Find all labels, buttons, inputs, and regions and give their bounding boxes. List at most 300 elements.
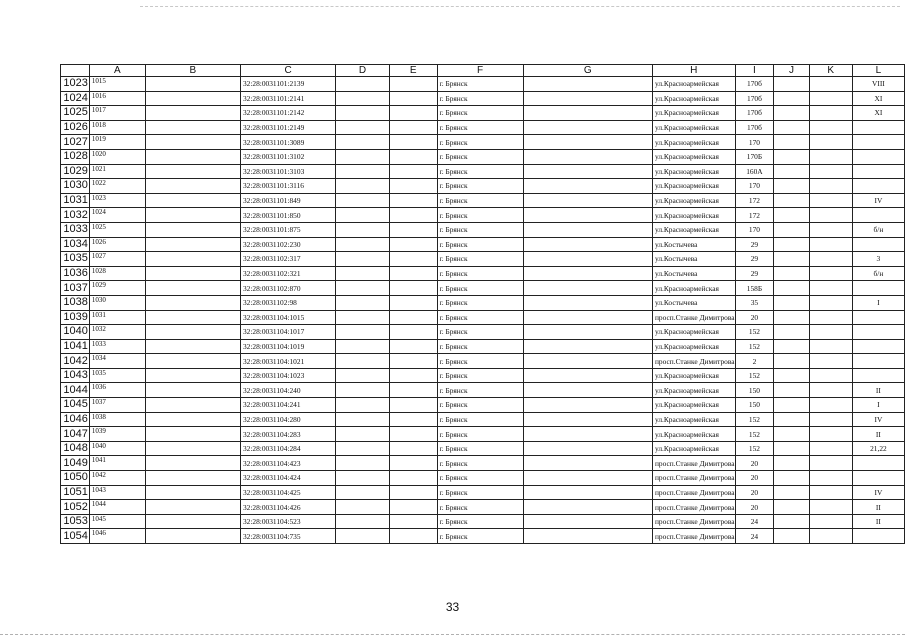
cell-h[interactable]: ул.Красноармейская xyxy=(652,222,735,237)
cell-a[interactable]: 1045 xyxy=(89,514,145,529)
cell-k[interactable] xyxy=(809,106,852,121)
cell-d[interactable] xyxy=(336,208,390,223)
cell-c[interactable]: 32:28:0031101:2139 xyxy=(240,77,335,92)
cell-a[interactable]: 1044 xyxy=(89,500,145,515)
cell-h[interactable]: просп.Станке Димитрова xyxy=(652,500,735,515)
cell-f[interactable]: г. Брянск xyxy=(437,471,523,486)
cell-g[interactable] xyxy=(523,368,652,383)
row-number[interactable]: 1033 xyxy=(61,222,90,237)
cell-j[interactable] xyxy=(774,456,809,471)
column-header-h[interactable]: H xyxy=(652,65,735,77)
cell-k[interactable] xyxy=(809,500,852,515)
cell-l[interactable]: II xyxy=(852,383,904,398)
cell-i[interactable]: 170 xyxy=(735,179,774,194)
cell-a[interactable]: 1032 xyxy=(89,325,145,340)
cell-g[interactable] xyxy=(523,398,652,413)
cell-i[interactable]: 172 xyxy=(735,208,774,223)
cell-d[interactable] xyxy=(336,427,390,442)
cell-c[interactable]: 32:28:0031101:3089 xyxy=(240,135,335,150)
cell-k[interactable] xyxy=(809,456,852,471)
cell-c[interactable]: 32:28:0031102:317 xyxy=(240,252,335,267)
column-header-l[interactable]: L xyxy=(852,65,904,77)
cell-g[interactable] xyxy=(523,237,652,252)
cell-h[interactable]: просп.Станке Димитрова xyxy=(652,310,735,325)
cell-b[interactable] xyxy=(145,398,240,413)
cell-h[interactable]: ул.Костычева xyxy=(652,266,735,281)
cell-l[interactable] xyxy=(852,149,904,164)
cell-c[interactable]: 32:28:0031101:2141 xyxy=(240,91,335,106)
cell-c[interactable]: 32:28:0031104:1021 xyxy=(240,354,335,369)
cell-j[interactable] xyxy=(774,135,809,150)
cell-k[interactable] xyxy=(809,77,852,92)
cell-e[interactable] xyxy=(389,237,437,252)
cell-a[interactable]: 1023 xyxy=(89,193,145,208)
cell-c[interactable]: 32:28:0031101:2149 xyxy=(240,120,335,135)
cell-a[interactable]: 1022 xyxy=(89,179,145,194)
cell-a[interactable]: 1034 xyxy=(89,354,145,369)
cell-b[interactable] xyxy=(145,266,240,281)
cell-i[interactable]: 170 xyxy=(735,135,774,150)
cell-f[interactable]: г. Брянск xyxy=(437,106,523,121)
cell-i[interactable]: 152 xyxy=(735,325,774,340)
cell-e[interactable] xyxy=(389,398,437,413)
cell-l[interactable]: IV xyxy=(852,412,904,427)
cell-j[interactable] xyxy=(774,514,809,529)
cell-f[interactable]: г. Брянск xyxy=(437,427,523,442)
cell-l[interactable] xyxy=(852,135,904,150)
cell-l[interactable] xyxy=(852,237,904,252)
cell-i[interactable]: 20 xyxy=(735,471,774,486)
row-number[interactable]: 1051 xyxy=(61,485,90,500)
cell-c[interactable]: 32:28:0031101:850 xyxy=(240,208,335,223)
cell-c[interactable]: 32:28:0031104:1019 xyxy=(240,339,335,354)
cell-b[interactable] xyxy=(145,529,240,544)
cell-e[interactable] xyxy=(389,383,437,398)
cell-i[interactable]: 170б xyxy=(735,77,774,92)
cell-g[interactable] xyxy=(523,164,652,179)
cell-b[interactable] xyxy=(145,120,240,135)
cell-j[interactable] xyxy=(774,485,809,500)
cell-g[interactable] xyxy=(523,149,652,164)
cell-l[interactable]: б/н xyxy=(852,222,904,237)
cell-b[interactable] xyxy=(145,514,240,529)
cell-k[interactable] xyxy=(809,398,852,413)
cell-g[interactable] xyxy=(523,485,652,500)
cell-a[interactable]: 1025 xyxy=(89,222,145,237)
cell-c[interactable]: 32:28:0031101:3102 xyxy=(240,149,335,164)
cell-k[interactable] xyxy=(809,120,852,135)
cell-j[interactable] xyxy=(774,164,809,179)
cell-g[interactable] xyxy=(523,222,652,237)
cell-d[interactable] xyxy=(336,325,390,340)
cell-g[interactable] xyxy=(523,529,652,544)
cell-h[interactable]: просп.Станке Димитрова xyxy=(652,514,735,529)
cell-l[interactable]: XI xyxy=(852,91,904,106)
cell-g[interactable] xyxy=(523,91,652,106)
cell-f[interactable]: г. Брянск xyxy=(437,281,523,296)
cell-e[interactable] xyxy=(389,514,437,529)
cell-f[interactable]: г. Брянск xyxy=(437,354,523,369)
cell-j[interactable] xyxy=(774,252,809,267)
cell-b[interactable] xyxy=(145,91,240,106)
cell-j[interactable] xyxy=(774,179,809,194)
cell-a[interactable]: 1039 xyxy=(89,427,145,442)
cell-b[interactable] xyxy=(145,383,240,398)
cell-c[interactable]: 32:28:0031102:321 xyxy=(240,266,335,281)
cell-i[interactable]: 152 xyxy=(735,412,774,427)
cell-b[interactable] xyxy=(145,441,240,456)
cell-k[interactable] xyxy=(809,354,852,369)
cell-c[interactable]: 32:28:0031101:3116 xyxy=(240,179,335,194)
cell-a[interactable]: 1026 xyxy=(89,237,145,252)
cell-e[interactable] xyxy=(389,281,437,296)
cell-e[interactable] xyxy=(389,412,437,427)
cell-l[interactable] xyxy=(852,120,904,135)
cell-h[interactable]: ул.Красноармейская xyxy=(652,325,735,340)
cell-d[interactable] xyxy=(336,485,390,500)
cell-k[interactable] xyxy=(809,529,852,544)
cell-a[interactable]: 1037 xyxy=(89,398,145,413)
cell-e[interactable] xyxy=(389,149,437,164)
cell-b[interactable] xyxy=(145,485,240,500)
cell-f[interactable]: г. Брянск xyxy=(437,529,523,544)
cell-a[interactable]: 1030 xyxy=(89,295,145,310)
cell-i[interactable]: 29 xyxy=(735,266,774,281)
cell-k[interactable] xyxy=(809,427,852,442)
cell-b[interactable] xyxy=(145,252,240,267)
cell-a[interactable]: 1018 xyxy=(89,120,145,135)
cell-k[interactable] xyxy=(809,295,852,310)
cell-f[interactable]: г. Брянск xyxy=(437,120,523,135)
cell-h[interactable]: ул.Красноармейская xyxy=(652,120,735,135)
cell-j[interactable] xyxy=(774,106,809,121)
column-header-a[interactable]: A xyxy=(89,65,145,77)
cell-k[interactable] xyxy=(809,135,852,150)
cell-i[interactable]: 20 xyxy=(735,485,774,500)
cell-d[interactable] xyxy=(336,91,390,106)
cell-d[interactable] xyxy=(336,514,390,529)
cell-h[interactable]: ул.Костычева xyxy=(652,237,735,252)
cell-k[interactable] xyxy=(809,91,852,106)
cell-g[interactable] xyxy=(523,252,652,267)
cell-i[interactable]: 20 xyxy=(735,456,774,471)
cell-h[interactable]: ул.Красноармейская xyxy=(652,368,735,383)
row-number[interactable]: 1030 xyxy=(61,179,90,194)
cell-k[interactable] xyxy=(809,339,852,354)
cell-f[interactable]: г. Брянск xyxy=(437,222,523,237)
cell-g[interactable] xyxy=(523,120,652,135)
cell-c[interactable]: 32:28:0031104:426 xyxy=(240,500,335,515)
cell-d[interactable] xyxy=(336,164,390,179)
cell-g[interactable] xyxy=(523,427,652,442)
cell-h[interactable]: просп.Станке Димитрова xyxy=(652,485,735,500)
cell-d[interactable] xyxy=(336,310,390,325)
cell-i[interactable]: 20 xyxy=(735,500,774,515)
cell-a[interactable]: 1042 xyxy=(89,471,145,486)
cell-k[interactable] xyxy=(809,485,852,500)
cell-f[interactable]: г. Брянск xyxy=(437,266,523,281)
cell-a[interactable]: 1017 xyxy=(89,106,145,121)
cell-k[interactable] xyxy=(809,441,852,456)
cell-j[interactable] xyxy=(774,529,809,544)
cell-b[interactable] xyxy=(145,222,240,237)
cell-e[interactable] xyxy=(389,485,437,500)
cell-e[interactable] xyxy=(389,193,437,208)
cell-l[interactable] xyxy=(852,456,904,471)
cell-d[interactable] xyxy=(336,529,390,544)
column-header-d[interactable]: D xyxy=(336,65,390,77)
cell-e[interactable] xyxy=(389,164,437,179)
cell-h[interactable]: ул.Костычева xyxy=(652,252,735,267)
cell-c[interactable]: 32:28:0031104:424 xyxy=(240,471,335,486)
cell-d[interactable] xyxy=(336,471,390,486)
cell-e[interactable] xyxy=(389,339,437,354)
row-number[interactable]: 1041 xyxy=(61,339,90,354)
row-number[interactable]: 1031 xyxy=(61,193,90,208)
cell-b[interactable] xyxy=(145,354,240,369)
cell-f[interactable]: г. Брянск xyxy=(437,456,523,471)
cell-k[interactable] xyxy=(809,514,852,529)
cell-e[interactable] xyxy=(389,325,437,340)
cell-e[interactable] xyxy=(389,368,437,383)
cell-g[interactable] xyxy=(523,441,652,456)
cell-e[interactable] xyxy=(389,295,437,310)
cell-c[interactable]: 32:28:0031104:523 xyxy=(240,514,335,529)
cell-f[interactable]: г. Брянск xyxy=(437,295,523,310)
cell-e[interactable] xyxy=(389,456,437,471)
cell-k[interactable] xyxy=(809,383,852,398)
cell-a[interactable]: 1031 xyxy=(89,310,145,325)
cell-h[interactable]: ул.Красноармейская xyxy=(652,77,735,92)
cell-k[interactable] xyxy=(809,310,852,325)
cell-f[interactable]: г. Брянск xyxy=(437,91,523,106)
cell-i[interactable]: 20 xyxy=(735,310,774,325)
cell-f[interactable]: г. Брянск xyxy=(437,441,523,456)
cell-d[interactable] xyxy=(336,193,390,208)
cell-k[interactable] xyxy=(809,281,852,296)
cell-c[interactable]: 32:28:0031101:875 xyxy=(240,222,335,237)
cell-l[interactable] xyxy=(852,310,904,325)
cell-g[interactable] xyxy=(523,208,652,223)
cell-h[interactable]: ул.Красноармейская xyxy=(652,441,735,456)
cell-j[interactable] xyxy=(774,325,809,340)
cell-j[interactable] xyxy=(774,266,809,281)
cell-k[interactable] xyxy=(809,325,852,340)
cell-a[interactable]: 1028 xyxy=(89,266,145,281)
cell-a[interactable]: 1027 xyxy=(89,252,145,267)
cell-j[interactable] xyxy=(774,368,809,383)
cell-g[interactable] xyxy=(523,471,652,486)
cell-f[interactable]: г. Брянск xyxy=(437,514,523,529)
cell-e[interactable] xyxy=(389,252,437,267)
cell-c[interactable]: 32:28:0031104:1023 xyxy=(240,368,335,383)
cell-l[interactable]: 21,22 xyxy=(852,441,904,456)
column-header-j[interactable]: J xyxy=(774,65,809,77)
column-header-f[interactable]: F xyxy=(437,65,523,77)
cell-k[interactable] xyxy=(809,237,852,252)
cell-d[interactable] xyxy=(336,77,390,92)
cell-c[interactable]: 32:28:0031104:280 xyxy=(240,412,335,427)
cell-c[interactable]: 32:28:0031102:98 xyxy=(240,295,335,310)
cell-d[interactable] xyxy=(336,295,390,310)
cell-k[interactable] xyxy=(809,222,852,237)
cell-i[interactable]: 24 xyxy=(735,514,774,529)
row-number[interactable]: 1037 xyxy=(61,281,90,296)
cell-c[interactable]: 32:28:0031104:241 xyxy=(240,398,335,413)
cell-e[interactable] xyxy=(389,441,437,456)
row-number[interactable]: 1034 xyxy=(61,237,90,252)
row-number[interactable]: 1046 xyxy=(61,412,90,427)
cell-j[interactable] xyxy=(774,208,809,223)
cell-a[interactable]: 1024 xyxy=(89,208,145,223)
cell-l[interactable] xyxy=(852,368,904,383)
cell-i[interactable]: 35 xyxy=(735,295,774,310)
cell-c[interactable]: 32:28:0031104:1017 xyxy=(240,325,335,340)
cell-l[interactable]: 3 xyxy=(852,252,904,267)
cell-h[interactable]: ул.Красноармейская xyxy=(652,106,735,121)
cell-j[interactable] xyxy=(774,383,809,398)
cell-g[interactable] xyxy=(523,514,652,529)
row-number[interactable]: 1042 xyxy=(61,354,90,369)
cell-k[interactable] xyxy=(809,412,852,427)
cell-g[interactable] xyxy=(523,77,652,92)
column-header-c[interactable]: C xyxy=(240,65,335,77)
cell-j[interactable] xyxy=(774,281,809,296)
cell-a[interactable]: 1046 xyxy=(89,529,145,544)
cell-h[interactable]: ул.Красноармейская xyxy=(652,135,735,150)
column-header-g[interactable]: G xyxy=(523,65,652,77)
cell-i[interactable]: 170б xyxy=(735,120,774,135)
column-header-k[interactable]: K xyxy=(809,65,852,77)
cell-i[interactable]: 152 xyxy=(735,441,774,456)
row-number[interactable]: 1039 xyxy=(61,310,90,325)
cell-h[interactable]: ул.Костычева xyxy=(652,295,735,310)
cell-d[interactable] xyxy=(336,252,390,267)
cell-j[interactable] xyxy=(774,222,809,237)
cell-f[interactable]: г. Брянск xyxy=(437,325,523,340)
cell-a[interactable]: 1043 xyxy=(89,485,145,500)
cell-c[interactable]: 32:28:0031101:3103 xyxy=(240,164,335,179)
cell-d[interactable] xyxy=(336,135,390,150)
cell-k[interactable] xyxy=(809,208,852,223)
cell-b[interactable] xyxy=(145,281,240,296)
cell-b[interactable] xyxy=(145,412,240,427)
row-number[interactable]: 1032 xyxy=(61,208,90,223)
cell-l[interactable]: II xyxy=(852,427,904,442)
cell-b[interactable] xyxy=(145,149,240,164)
cell-e[interactable] xyxy=(389,471,437,486)
cell-b[interactable] xyxy=(145,310,240,325)
cell-e[interactable] xyxy=(389,310,437,325)
cell-e[interactable] xyxy=(389,106,437,121)
cell-a[interactable]: 1040 xyxy=(89,441,145,456)
cell-j[interactable] xyxy=(774,91,809,106)
cell-b[interactable] xyxy=(145,193,240,208)
cell-a[interactable]: 1021 xyxy=(89,164,145,179)
cell-b[interactable] xyxy=(145,500,240,515)
row-number[interactable]: 1045 xyxy=(61,398,90,413)
cell-g[interactable] xyxy=(523,106,652,121)
row-number[interactable]: 1047 xyxy=(61,427,90,442)
row-number[interactable]: 1038 xyxy=(61,295,90,310)
cell-d[interactable] xyxy=(336,500,390,515)
cell-d[interactable] xyxy=(336,368,390,383)
cell-e[interactable] xyxy=(389,77,437,92)
cell-a[interactable]: 1015 xyxy=(89,77,145,92)
cell-f[interactable]: г. Брянск xyxy=(437,383,523,398)
row-number[interactable]: 1026 xyxy=(61,120,90,135)
cell-i[interactable]: 170Б xyxy=(735,149,774,164)
cell-l[interactable]: XI xyxy=(852,106,904,121)
cell-a[interactable]: 1033 xyxy=(89,339,145,354)
cell-d[interactable] xyxy=(336,266,390,281)
cell-e[interactable] xyxy=(389,266,437,281)
cell-j[interactable] xyxy=(774,354,809,369)
cell-k[interactable] xyxy=(809,252,852,267)
cell-k[interactable] xyxy=(809,164,852,179)
row-number[interactable]: 1035 xyxy=(61,252,90,267)
cell-e[interactable] xyxy=(389,529,437,544)
cell-f[interactable]: г. Брянск xyxy=(437,310,523,325)
cell-b[interactable] xyxy=(145,179,240,194)
cell-f[interactable]: г. Брянск xyxy=(437,193,523,208)
cell-g[interactable] xyxy=(523,310,652,325)
cell-h[interactable]: ул.Красноармейская xyxy=(652,281,735,296)
cell-k[interactable] xyxy=(809,179,852,194)
cell-b[interactable] xyxy=(145,164,240,179)
cell-b[interactable] xyxy=(145,208,240,223)
row-number[interactable]: 1049 xyxy=(61,456,90,471)
cell-b[interactable] xyxy=(145,368,240,383)
cell-e[interactable] xyxy=(389,208,437,223)
cell-c[interactable]: 32:28:0031104:735 xyxy=(240,529,335,544)
cell-i[interactable]: 150 xyxy=(735,398,774,413)
cell-d[interactable] xyxy=(336,149,390,164)
cell-j[interactable] xyxy=(774,149,809,164)
cell-g[interactable] xyxy=(523,339,652,354)
cell-b[interactable] xyxy=(145,135,240,150)
row-number[interactable]: 1036 xyxy=(61,266,90,281)
cell-i[interactable]: 152 xyxy=(735,339,774,354)
cell-i[interactable]: 29 xyxy=(735,237,774,252)
cell-j[interactable] xyxy=(774,310,809,325)
cell-c[interactable]: 32:28:0031101:849 xyxy=(240,193,335,208)
cell-j[interactable] xyxy=(774,295,809,310)
cell-f[interactable]: г. Брянск xyxy=(437,179,523,194)
cell-h[interactable]: ул.Красноармейская xyxy=(652,383,735,398)
cell-l[interactable]: б/н xyxy=(852,266,904,281)
cell-l[interactable] xyxy=(852,325,904,340)
cell-g[interactable] xyxy=(523,193,652,208)
cell-h[interactable]: ул.Красноармейская xyxy=(652,164,735,179)
cell-c[interactable]: 32:28:0031104:284 xyxy=(240,441,335,456)
row-number[interactable]: 1023 xyxy=(61,77,90,92)
cell-k[interactable] xyxy=(809,193,852,208)
cell-g[interactable] xyxy=(523,354,652,369)
cell-i[interactable]: 29 xyxy=(735,252,774,267)
cell-g[interactable] xyxy=(523,135,652,150)
cell-a[interactable]: 1038 xyxy=(89,412,145,427)
row-number[interactable]: 1050 xyxy=(61,471,90,486)
cell-h[interactable]: ул.Красноармейская xyxy=(652,398,735,413)
cell-h[interactable]: просп.Станке Димитрова xyxy=(652,471,735,486)
cell-l[interactable]: II xyxy=(852,514,904,529)
cell-j[interactable] xyxy=(774,398,809,413)
cell-h[interactable]: ул.Красноармейская xyxy=(652,193,735,208)
cell-c[interactable]: 32:28:0031102:230 xyxy=(240,237,335,252)
column-header-i[interactable]: I xyxy=(735,65,774,77)
cell-j[interactable] xyxy=(774,427,809,442)
